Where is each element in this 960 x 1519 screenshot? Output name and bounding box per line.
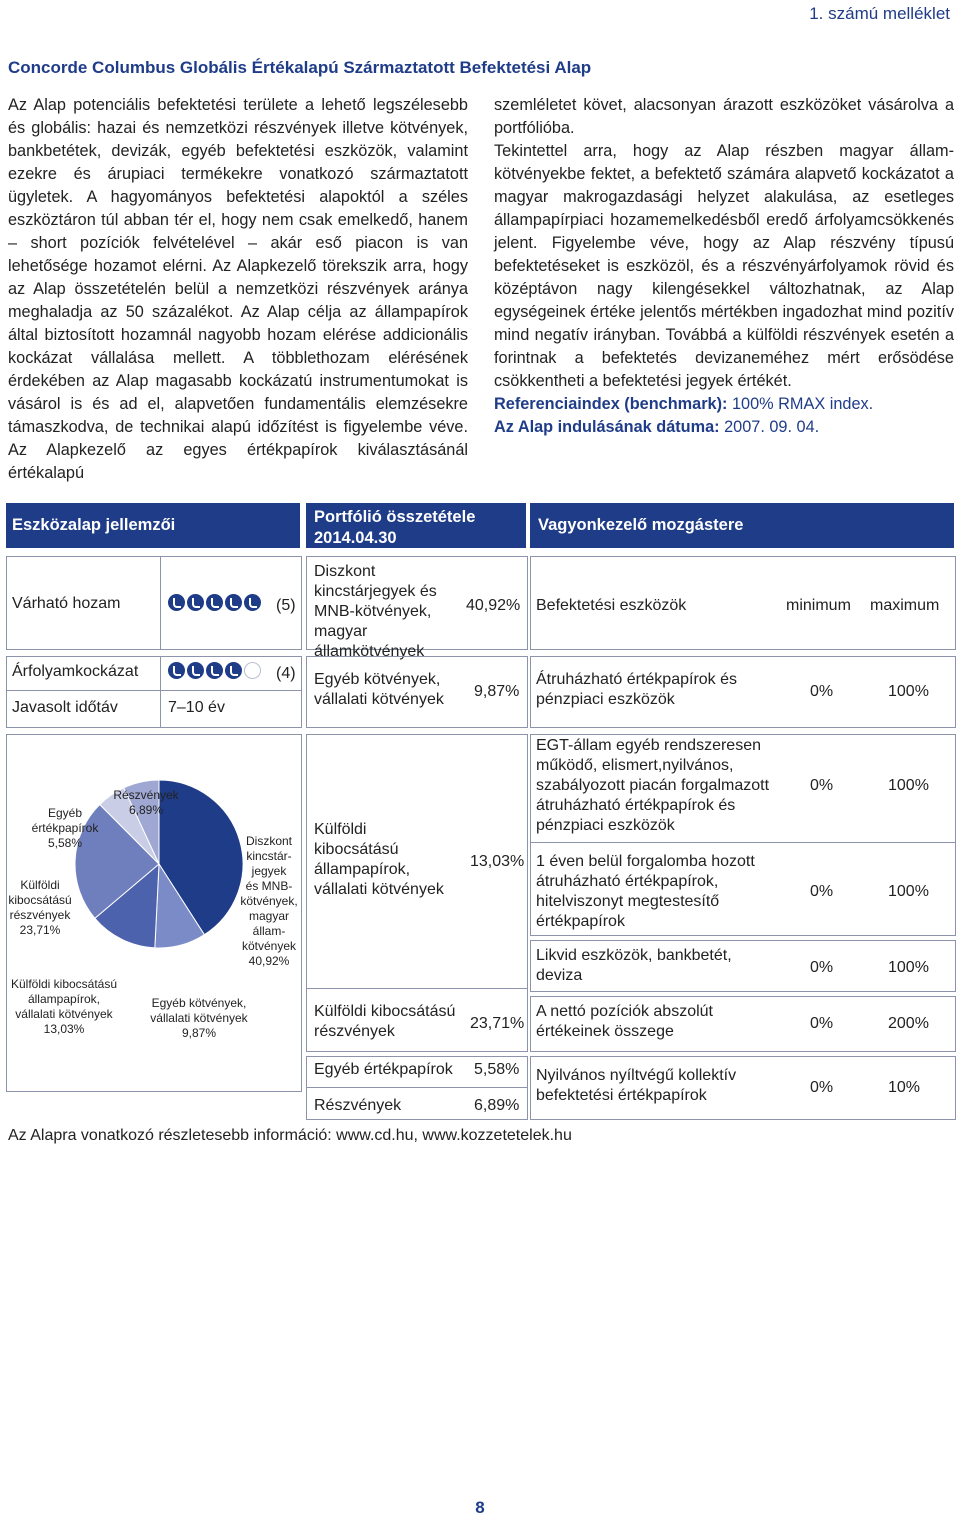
pie-label-2-line-1: állampapírok, <box>27 992 101 1006</box>
expected-return-value: (5) <box>276 597 296 614</box>
rating-dot-icon <box>206 662 223 679</box>
pie-label-0-line-0: Diszkont <box>245 834 292 848</box>
pie-label-1-line-2: 9,87% <box>181 1026 217 1040</box>
benchmark-line <box>494 393 954 416</box>
annex-label: 1. számú melléklet <box>809 4 950 23</box>
pie-label-1-line-0: Egyéb kötvények, <box>151 996 247 1010</box>
description-paragraph-1: szemléletet követ, alacsonyan árazott eszközöket vásárolva a portfólióba. <box>494 96 954 137</box>
portfolio-row-pct: 13,03% <box>470 853 525 870</box>
page-number: 8 <box>475 1498 485 1517</box>
description-paragraph-2: Tekintettel arra, hogy az Alap részben magyar államkötvényekbe fektet, a befektető számára alapvető kockázatot a magyar makrogazdasági helyzet alakulása, az esetleges állampapírpiaci hozamemelkedésből eredő árfolyamcsökkenés jelent. Figyelembe véve, hogy az Alap részvény típusú befektetéseket is eszközöl, és a részvényárfolyamok rövid és középtávon nagy kilengésekkel változhatnak, az Alap egységeinek értéke jelentős mértékben ingadozhat mind pozitív mind negatív irányban. Továbbá a külföldi részvények esetén a forintnak a befektetés devizaneméhez mért erősödése csökkentheti a befektetési jegyek értékét. <box>494 142 954 390</box>
rating-dot-icon <box>168 662 185 679</box>
portfolio-row-pct: 40,92% <box>466 597 521 614</box>
description-right-column <box>494 94 954 439</box>
rating-dot-icon <box>244 594 261 611</box>
pie-label-2-line-2: vállalati kötvények <box>15 1007 113 1021</box>
pie-label-0-line-8: 40,92% <box>248 954 290 968</box>
divider <box>160 556 161 650</box>
pie-label-0-line-7: kötvények <box>241 939 297 953</box>
divider <box>530 842 956 843</box>
portfolio-row-pct: 6,89% <box>474 1097 520 1114</box>
limits-row-max: 100% <box>888 959 929 976</box>
limits-row-min: 0% <box>810 777 834 794</box>
pie-label-5-line-1: 6,89% <box>128 803 164 817</box>
benchmark-label: Referenciaindex (benchmark): <box>494 395 728 413</box>
footer-more-info: Az Alapra vonatkozó részletesebb információ: www.cd.hu, www.kozzetetelek.hu <box>8 1127 572 1144</box>
divider <box>6 690 302 691</box>
portfolio-row-pct: 9,87% <box>474 683 520 700</box>
limits-row-max: 100% <box>888 883 929 900</box>
pie-label-3-line-2: részvények <box>9 908 71 922</box>
portfolio-row-pct: 5,58% <box>474 1061 520 1078</box>
portfolio-row-name: Diszkont kincstárjegyek és MNB-kötvények, magyar államkötvények <box>314 563 437 660</box>
description-paragraph: Az Alap potenciális befektetési területe a lehető legszélesebb és globális: hazai és nemzetközi részvények illetve kötvények, bankbetétek, devizák, egyéb befektetési eszközök, valamint ezekre és árupiaci termékekre vonatkozó származtatott ügyletek. A hagyományos befektetési alapoktól a széles eszköztáron túl abban tér el, hogy nem csak emelkedő, hanem – short pozíciók felvételével – akár eső piacon is van lehetősége hozamot elérni. Az Alapkezelő törekszik arra, hogy az Alap összetételén belül a nemzetközi részvények aránya meghaladja az 50 százalékot. Az Alap célja az állampapírok által biztosított hozamnál nagyobb hozam elérése addicionális kockázat vállalása mellett. A többlethozam elérésének érdekében az Alap magasabb kockázatú instrumentumokat is vásárol is és ad el, alapvetően fundamentális elemzésekre támaszkodva, de technikai alapú időzítést is figyelembe véve. Az Alapkezelő az egyes értékpapírok kiválasztásánál értékalapú <box>8 96 468 482</box>
pie-label-2-line-0: Külföldi kibocsátású <box>10 977 118 991</box>
portfolio-row-pct: 23,71% <box>470 1015 525 1032</box>
pie-label-0-line-5: magyar <box>248 909 289 923</box>
horizon-label: Javasolt időtáv <box>12 699 118 716</box>
pie-label-2-line-3: 13,03% <box>43 1022 85 1036</box>
limits-row-min: 0% <box>810 683 834 700</box>
pie-label-0-line-4: kötvények, <box>240 894 298 908</box>
limits-row-name: Nyilvános nyíltvégű kollektív befektetési értékpapírok <box>536 1067 737 1104</box>
limits-row-max: 100% <box>888 683 929 700</box>
features-header: Eszközalap jellemzői <box>6 503 300 548</box>
start-date-label: Az Alap indulásának dátuma: <box>494 418 720 436</box>
limits-row-name: Likvid eszközök, bankbetét, deviza <box>536 947 732 984</box>
pie-label-3-line-0: Külföldi <box>20 878 60 892</box>
rating-dot-icon <box>187 594 204 611</box>
rating-dot-icon <box>187 662 204 679</box>
start-date-value: 2007. 09. 04. <box>724 418 820 436</box>
benchmark-value: 100% RMAX index. <box>731 395 874 413</box>
limits-header: Vagyonkezelő mozgástere <box>530 503 954 548</box>
pie-label-0 <box>234 834 304 969</box>
limits-row-min: 0% <box>810 1015 834 1032</box>
pie-label-1-line-1: vállalati kötvények <box>150 1011 248 1025</box>
fund-title: Concorde Columbus Globális Értékalapú Származtatott Befektetési Alap <box>8 58 592 77</box>
pie-label-0-line-2: jegyek <box>251 864 287 878</box>
portfolio-row-name: Egyéb kötvények, vállalati kötvények <box>314 671 444 708</box>
portfolio-row-name: Egyéb értékpapírok <box>314 1061 453 1078</box>
rating-dot-icon <box>225 594 242 611</box>
risk-label: Árfolyamkockázat <box>12 663 139 680</box>
expected-return-rating <box>168 594 261 611</box>
pie-label-3-line-3: 23,71% <box>19 923 61 937</box>
divider <box>306 988 528 989</box>
limits-row-max: 100% <box>888 777 929 794</box>
pie-label-0-line-6: állam- <box>252 924 286 938</box>
limits-row-min: 0% <box>810 959 834 976</box>
rating-dot-icon <box>244 662 261 679</box>
limits-row-max: 200% <box>888 1015 929 1032</box>
limits-row-name: 1 éven belül forgalomba hozott átruházható értékpapírok, hitelviszonyt megtestesítő értékpapírok <box>536 853 755 930</box>
limits-first-label: Befektetési eszközök <box>536 597 687 614</box>
limits-row-name: A nettó pozíciók abszolút értékeinek összege <box>536 1003 713 1040</box>
limits-row-name: Átruházható értékpapírok és pénzpiaci eszközök <box>536 671 738 708</box>
pie-label-0-line-1: kincstár- <box>246 849 292 863</box>
limits-col-max: maximum <box>870 597 940 614</box>
pie-label-4-line-0: Egyéb <box>47 806 83 820</box>
risk-rating <box>168 662 261 679</box>
portfolio-header: Portfólió összetétele 2014.04.30 <box>306 503 526 548</box>
pie-label-0-line-3: és MNB- <box>245 879 293 893</box>
rating-dot-icon <box>225 662 242 679</box>
limits-row-name: EGT-állam egyéb rendszeresen működő, elismert,nyilvános, szabályozott piacán forgalmazott átruházható értékpapírok és pénzpiaci eszközök <box>536 737 770 834</box>
pie-label-2 <box>6 977 122 1037</box>
pie-label-3 <box>6 878 74 938</box>
pie-label-4-line-1: értékpapírok <box>31 821 99 835</box>
portfolio-row-name: Külföldi kibocsátású részvények <box>314 1003 456 1040</box>
rating-dot-icon <box>168 594 185 611</box>
divider <box>160 656 161 728</box>
portfolio-row-name: Részvények <box>314 1097 402 1114</box>
limits-row-max: 10% <box>888 1079 921 1096</box>
limits-row-min: 0% <box>810 883 834 900</box>
pie-label-1 <box>138 996 260 1041</box>
divider <box>306 1087 528 1088</box>
pie-label-5 <box>106 788 186 818</box>
start-date-line <box>494 416 954 439</box>
expected-return-label: Várható hozam <box>12 595 121 612</box>
portfolio-row-name: Külföldi kibocsátású állampapírok, vállalati kötvények <box>314 821 444 898</box>
pie-label-5-line-0: Részvények <box>113 788 179 802</box>
limits-col-min: minimum <box>786 597 851 614</box>
limits-row-min: 0% <box>810 1079 834 1096</box>
pie-label-3-line-1: kibocsátású <box>8 893 72 907</box>
description-left-column <box>8 94 468 485</box>
rating-dot-icon <box>206 594 223 611</box>
pie-label-4 <box>24 806 106 851</box>
risk-value: (4) <box>276 665 296 682</box>
pie-label-4-line-2: 5,58% <box>47 836 83 850</box>
horizon-value: 7–10 év <box>168 699 225 716</box>
